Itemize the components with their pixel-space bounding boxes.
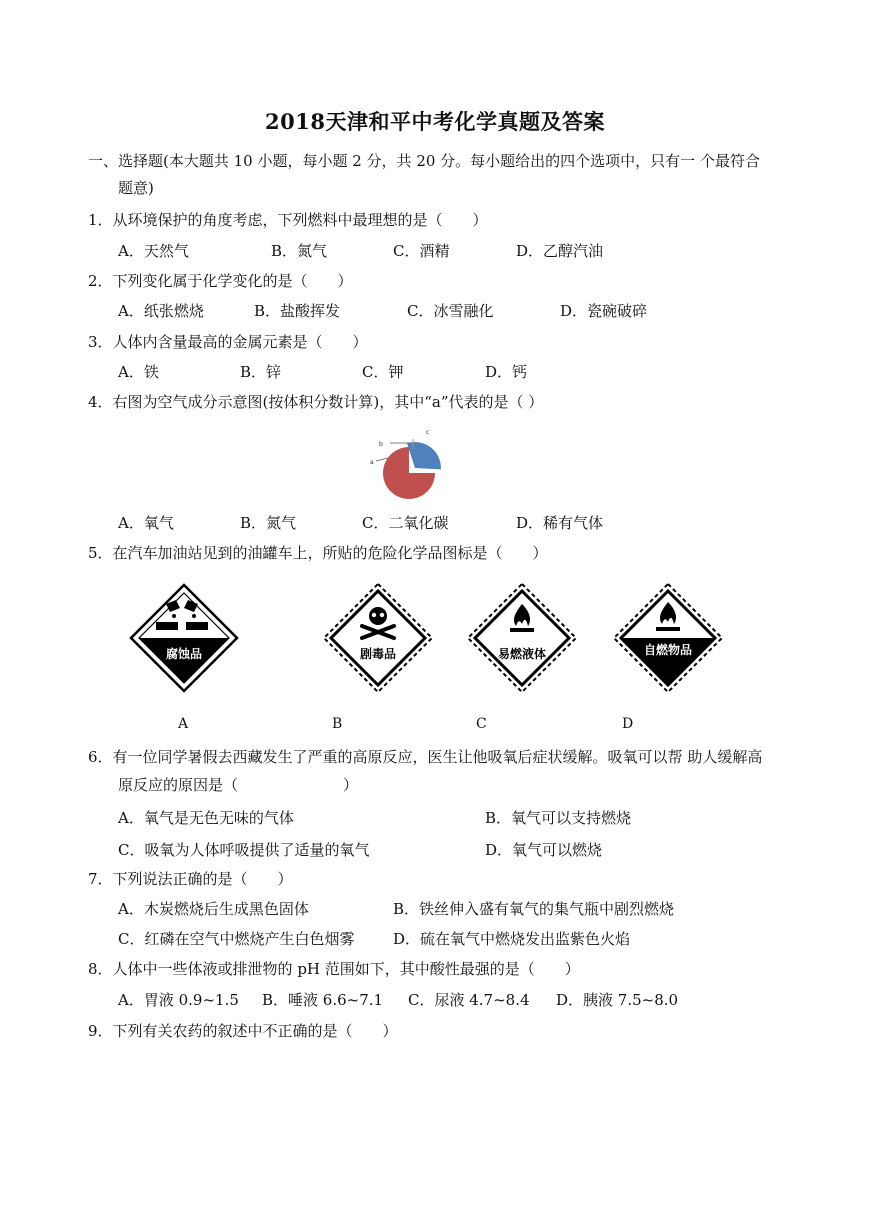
q6-option-a: A．氧气是无色无味的气体 (118, 809, 294, 827)
flammable-liquid-hazard-icon (466, 582, 578, 694)
section-heading-cont: 题意) (118, 179, 154, 197)
q6-option-c: C．吸氧为人体呼吸提供了适量的氧气 (118, 841, 370, 859)
q7-option-b: B．铁丝伸入盛有氧气的集气瓶中剧烈燃烧 (393, 900, 675, 918)
hazard-letter-b: B (332, 716, 343, 732)
q2-option-c: C．冰雪融化 (407, 302, 494, 320)
q8-option-a: A．胃液 0.9~1.5 (118, 991, 239, 1009)
q2-option-a: A．纸张燃烧 (118, 302, 204, 320)
page-title: 2018天津和平中考化学真题及答案 (265, 109, 605, 134)
q2-option-b: B．盐酸挥发 (254, 302, 341, 320)
spontaneous-combustion-hazard-icon (612, 582, 724, 694)
corrosive-hazard-icon (128, 582, 240, 694)
q1-option-b: B．氮气 (271, 242, 328, 260)
hazard-label-c: 易燃液体 (497, 647, 547, 661)
q7-option-d: D．硫在氧气中燃烧发出监紫色火焰 (393, 930, 631, 948)
q1-option-a: A．天然气 (118, 242, 189, 260)
question-2: 2．下列变化属于化学变化的是（ ） (88, 272, 353, 290)
hazard-letter-a: A (178, 716, 189, 732)
q4-option-c: C．二氧化碳 (362, 514, 449, 532)
hazard-label-b: 剧毒品 (359, 647, 397, 661)
question-3: 3．人体内含量最高的金属元素是（ ） (88, 333, 368, 351)
toxic-hazard-icon (322, 582, 434, 694)
q3-option-c: C．钾 (362, 363, 404, 381)
pie-label-c: c (426, 429, 430, 436)
q8-option-c: C．尿液 4.7~8.4 (408, 991, 530, 1009)
question-5: 5．在汽车加油站见到的油罐车上，所贴的危险化学品图标是（ ） (88, 544, 548, 562)
q3-option-a: A．铁 (118, 363, 159, 381)
question-9: 9．下列有关农药的叙述中不正确的是（ ） (88, 1022, 398, 1040)
pie-slice-c (407, 435, 443, 477)
q4-option-d: D．稀有气体 (516, 514, 604, 532)
hazard-letter-c: C (476, 716, 487, 732)
q4-option-a: A．氧气 (118, 514, 174, 532)
question-1: 1．从环境保护的角度考虑，下列燃料中最理想的是（ ） (88, 211, 488, 229)
q4-option-b: B．氮气 (240, 514, 297, 532)
q8-option-d: D．胰液 7.5~8.0 (556, 991, 679, 1009)
q7-option-a: A．木炭燃烧后生成黑色固体 (118, 900, 309, 918)
q7-option-c: C．红磷在空气中燃烧产生白色烟雾 (118, 930, 355, 948)
question-4: 4．右图为空气成分示意图(按体积分数计算)，其中“a”代表的是（ ） (88, 393, 544, 411)
q6-option-d: D．氧气可以燃烧 (485, 841, 603, 859)
question-6: 6．有一位同学暑假去西藏发生了严重的高原反应，医生让他吸氧后症状缓解。吸氧可以帮 助人缓解高 (88, 748, 763, 766)
section-heading: 一、选择题(本大题共 10 小题，每小题 2 分，共 20 分。每小题给出的四个选项中，只有一 个最符合 (88, 152, 760, 170)
pie-label-b: b (379, 441, 383, 448)
question-8: 8．人体中一些体液或排泄物的 pH 范围如下，其中酸性最强的是（ ） (88, 960, 580, 978)
air-composition-pie (364, 425, 444, 505)
hazard-label-d: 自燃物品 (643, 643, 693, 657)
q6-option-b: B．氧气可以支持燃烧 (485, 809, 632, 827)
hazard-letter-d: D (622, 716, 634, 732)
q8-option-b: B．唾液 6.6~7.1 (262, 991, 384, 1009)
question-7: 7．下列说法正确的是（ ） (88, 870, 293, 888)
q2-option-d: D．瓷碗破碎 (560, 302, 648, 320)
hazard-label-a: 腐蚀品 (165, 647, 203, 661)
q1-option-d: D．乙醇汽油 (516, 242, 604, 260)
q3-option-b: B．锌 (240, 363, 282, 381)
question-6-cont: 原反应的原因是（ ） (118, 776, 359, 794)
q1-option-c: C．酒精 (393, 242, 450, 260)
pie-label-a: a (370, 459, 374, 466)
q3-option-d: D．钙 (485, 363, 528, 381)
